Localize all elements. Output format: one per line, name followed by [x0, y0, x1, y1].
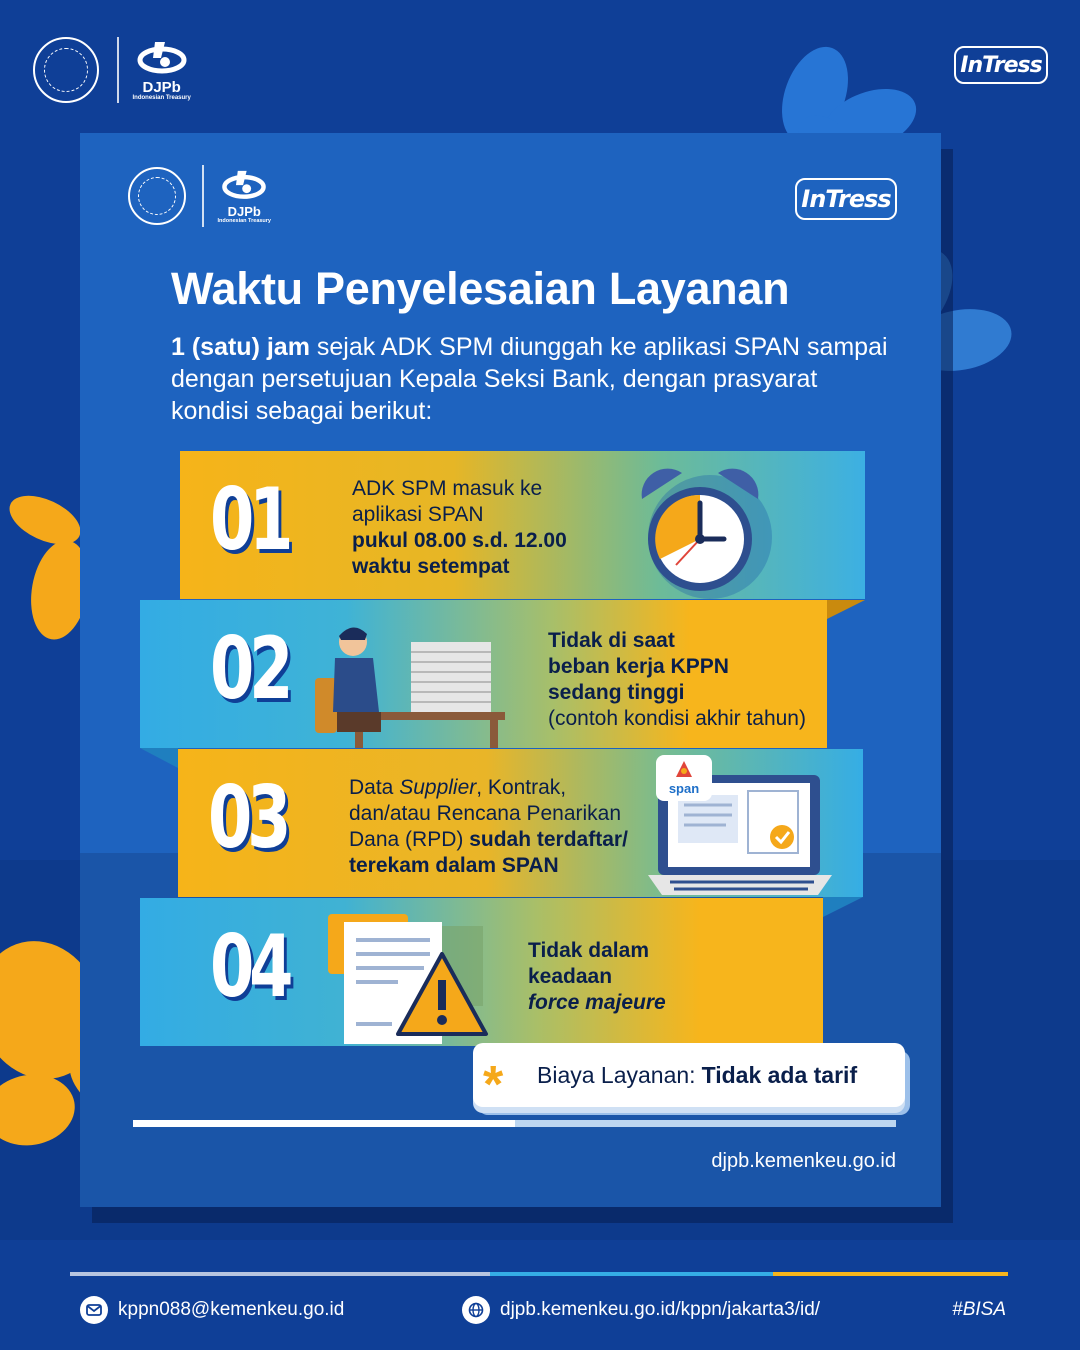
- overworked-person-icon: [315, 620, 530, 748]
- divider-bar-white: [133, 1120, 515, 1127]
- asterisk-icon: *: [483, 1056, 504, 1114]
- email-icon: [80, 1296, 108, 1324]
- ministry-emblem-icon: [33, 37, 99, 103]
- step-04: [140, 898, 823, 1046]
- footer-website[interactable]: [462, 1292, 820, 1328]
- footer-hashtag: #BISA: [952, 1299, 1006, 1320]
- step-02: [140, 600, 827, 748]
- intro-bold: 1 (satu) jam: [171, 333, 310, 361]
- globe-icon: [462, 1296, 490, 1324]
- footer-email-text[interactable]: kppn088@kemenkeu.go.id: [118, 1299, 345, 1320]
- intro-rest: sejak ADK SPM diunggah ke aplikasi SPAN sampai dengan persetujuan Kepala Seksi Bank, dengan prasyarat kondisi sebagai berikut:: [171, 333, 888, 425]
- step-number: 02: [210, 619, 289, 719]
- djpb-logo: [133, 38, 191, 102]
- step-text: Data Supplier, Kontrak, dan/atau Rencana Penarikan Dana (RPD) sudah terdaftar/ terekam dalam SPAN: [349, 776, 628, 877]
- page-title: Waktu Penyelesaian Layanan: [171, 263, 790, 314]
- step-text: Tidak di saat beban kerja KPPN sedang tinggi (contoh kondisi akhir tahun): [548, 629, 806, 730]
- warning-document-icon: [328, 906, 498, 1046]
- main-card: [80, 133, 941, 1207]
- djpb-name: DJPb: [142, 78, 181, 96]
- djpb-mark-icon: [135, 38, 189, 80]
- fee-label: Biaya Layanan:: [537, 1061, 696, 1088]
- step-text: Tidak dalam keadaan force majeure: [528, 939, 666, 1014]
- step-text: ADK SPM masuk ke aplikasi SPAN pukul 08.00 s.d. 12.00 waktu setempat: [352, 477, 567, 578]
- footer-email[interactable]: [80, 1292, 344, 1328]
- card-djpb-subtitle: Indonesian Treasury: [217, 218, 271, 225]
- fee-value: Tidak ada tarif: [701, 1061, 858, 1088]
- card-website-url[interactable]: djpb.kemenkeu.go.id: [711, 1150, 896, 1172]
- divider-bar-light: [515, 1120, 896, 1127]
- step-number: 04: [210, 917, 289, 1017]
- djpb-subtitle: Indonesian Treasury: [132, 94, 191, 101]
- card-djpb-name: DJPb: [227, 204, 261, 220]
- step-number: 01: [210, 470, 289, 570]
- footer: [78, 1292, 1008, 1328]
- laptop-span-icon: [648, 755, 863, 897]
- step-03: [178, 749, 863, 897]
- span-logo-text: span: [668, 781, 700, 796]
- card-intress-logo: InTress: [795, 178, 897, 220]
- step-01: [180, 451, 865, 599]
- footer-website-text[interactable]: djpb.kemenkeu.go.id/kppn/jakarta3/id/: [500, 1299, 821, 1320]
- header-logos: [33, 34, 191, 106]
- step-number: 03: [208, 768, 287, 868]
- alarm-clock-icon: [620, 459, 780, 599]
- intress-logo: InTress: [954, 46, 1048, 84]
- service-fee-badge: [473, 1043, 905, 1114]
